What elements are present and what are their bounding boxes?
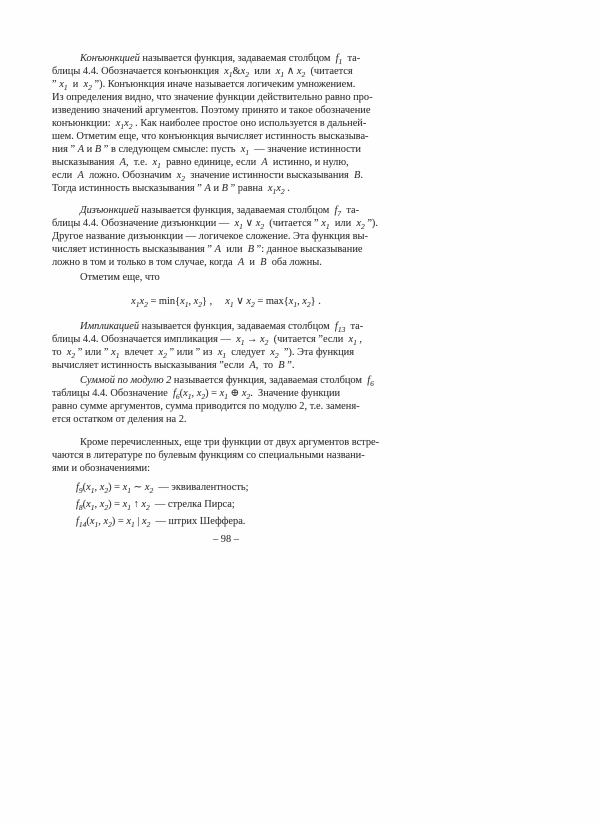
text-line: блицы 4.4. Обозначается импликация — $x_1 \to x_2$ (читается ”если $x_1$ , <box>52 334 363 347</box>
text-line: $f_8(x_1$, $x_2) = x_1$ ↑ $x_2$ — стрелка Пирса; <box>76 499 235 512</box>
text-line: вычисляет истинность высказывания ”если A, то B ”. <box>52 360 295 371</box>
text-line: блицы 4.4. Обозначение дизъюнкции — $x_1$ ∨ $x_2$ (читается ” $x_1$ или $x_2$ ”). <box>52 218 378 231</box>
text-line: Тогда истинность высказывания ” A и B ” равна $x_1x_2$ . <box>52 183 290 196</box>
text-line: шем. Отметим еще, что конъюнкция вычисляет истинность высказыва- <box>52 131 369 142</box>
page-text <box>52 52 400 546</box>
text-line: Суммой по модулю 2 называется функция, задаваемая столбцом $f_6$ <box>80 375 374 388</box>
text-line: ется остатком от деления на 2. <box>52 414 187 425</box>
text-line: ями и обозначениями: <box>52 463 150 474</box>
text-line: $f_{14}(x_1$, $x_2) = x_1$ | $x_2$ — штрих Шеффера. <box>76 516 246 529</box>
text-line: высказывания A, т.е. $x_1$ равно единице, если A истинно, и нулю, <box>52 157 349 170</box>
text-line: то $x_2$ ” или ” $x_1$ влечет $x_2$ ” или ” из $x_1$ следует $x_2$ ”). Эта функция <box>52 347 355 360</box>
text-line: блицы 4.4. Обозначается конъюнкция $x_1\&x_2$ или $x_1$ ∧ $x_2$ (читается <box>52 66 353 79</box>
text-line: таблицы 4.4. Обозначение $f_6(x_1$, $x_2) = x_1$ ⊕ $x_2$. Значение функции <box>52 388 341 401</box>
text-line: ния ” A и B ” в следующем смысле: пусть $x_1$ — значение истинности <box>52 144 361 157</box>
text-line: Конъюнкцией называется функция, задаваемая столбцом $f_1$ та- <box>80 53 361 66</box>
text-line: Из определения видно, что значение функции действительно равно про- <box>52 92 373 103</box>
paragraph <box>52 204 400 269</box>
paragraph <box>52 271 400 284</box>
text-line: $x_1x_2 = \min\{x_1$, $x_2$} , $x_1$ ∨ $x_2 = \max\{x_1$, $x_2$} . <box>131 296 321 309</box>
text-line: Дизъюнкцией называется функция, задаваемая столбцом $f_7$ та- <box>80 205 360 218</box>
paragraph <box>76 479 400 530</box>
text-line: Кроме перечисленных, еще три функции от двух аргументов встре- <box>80 437 380 448</box>
text-line: чаются в литературе по булевым функциям со специальными названи- <box>52 450 365 461</box>
text-line: ложно в том и только в том случае, когда A и B оба ложны. <box>52 257 322 268</box>
paragraphs <box>52 52 400 530</box>
paragraph <box>52 320 400 372</box>
text-line: числяет истинность высказывания ” A или B ”: данное высказывание <box>52 244 363 255</box>
text-line: Отметим еще, что <box>80 272 160 283</box>
text-line: равно сумме аргументов, сумма приводится по модулю 2, т.е. заменя- <box>52 401 360 412</box>
text-line: изведению значений аргументов. Поэтому принято и такое обозначение <box>52 105 371 116</box>
paragraph <box>52 52 400 195</box>
page-number: – 98 – <box>213 534 239 545</box>
text-line: ” $x_1$ и $x_2$ ”). Конъюнкция иначе называется логичеким умножением. <box>52 79 356 92</box>
text-line: если A ложно. Обозначим $x_2$ значение истинности высказывания B. <box>52 170 363 183</box>
text-line: Импликацией называется функция, задаваемая столбцом $f_{13}$ та- <box>80 321 364 334</box>
paragraph <box>52 374 400 426</box>
paragraph <box>52 436 400 475</box>
text-line: конъюнкции: $x_1x_2$ . Как наиболее простое оно используется в дальней- <box>52 118 367 131</box>
text-line: Другое название дизъюнкции — логичекое сложение. Эта функция вы- <box>52 231 368 242</box>
text-line: $f_9(x_1$, $x_2) = x_1$ ∼ $x_2$ — эквивалентность; <box>76 482 249 495</box>
paragraph <box>52 295 400 308</box>
